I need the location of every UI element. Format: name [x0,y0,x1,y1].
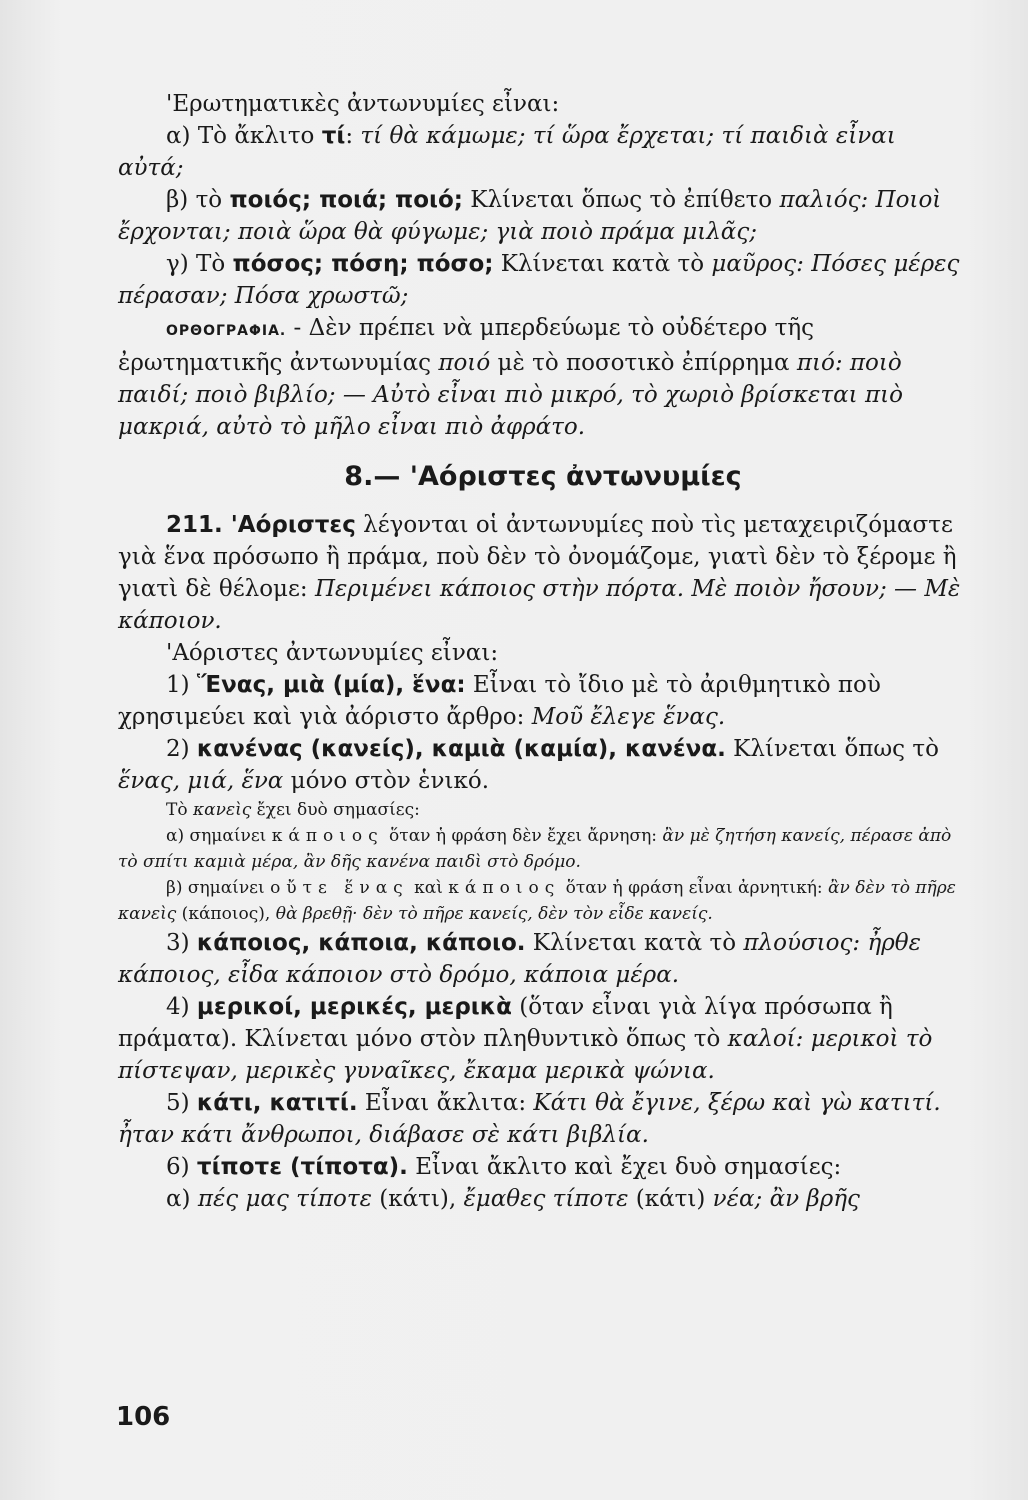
text-run: καλοί: μερικοὶ τὸ πίστεψαν, μερικὲς γυναῖκες, ἔκαμα μερικὰ ψώνια. [118,1026,933,1084]
text-run: οὔτε ἕνας [270,878,409,898]
text-run: 6) [166,1154,197,1180]
text-run: 3) [166,930,197,956]
text-run: Ἕνας, μιὰ (μία), ἕνα: [196,672,466,698]
paragraph [118,733,968,797]
text-run: γ) Τὸ [166,251,233,277]
text-run: πόσος; πόση; πόσο; [232,251,494,277]
text-run: 8.— 'Αόριστες ἀντωνυμίες [344,461,742,492]
text-run: ἔχει δυὸ σημασίες: [251,800,420,820]
paragraph [118,1183,968,1215]
paragraph [118,669,968,733]
text-run: Περιμένει κάποιος στὴν πόρτα. Μὲ ποιὸν ἤσουν; — Μὲ κάποιον. [118,576,961,634]
paragraph [118,823,968,875]
text-run: Μοῦ ἔλεγε ἕνας. [531,704,726,730]
text-run: μόνο στὸν ἑνικό. [283,768,490,794]
paragraph [118,875,968,927]
text-run: ΟΡΘΟΓΡΑΦΙΑ. [166,323,287,339]
text-run: παλιός: Ποιοὶ ἔρχονται; ποιὰ ὥρα θὰ φύγωμε; γιὰ ποιὸ πράμα μιλᾶς; [118,187,942,245]
text-run: ὅταν ἡ φράση εἶναι ἀρνητική: [560,878,829,898]
paragraph [118,637,968,669]
text-run: 211. 'Αόριστες [166,512,356,538]
text-run: Κλίνεται κατὰ τὸ [493,251,712,277]
text-run: β) τὸ [166,187,230,213]
text-run: α) [166,1186,198,1212]
text-run: κανένας (κανείς), καμιὰ (καμία), κανένα. [196,736,726,762]
paragraph [118,927,968,991]
text-run: Κλίνεται κατὰ τὸ [525,930,744,956]
text-run: πιό: ποιὸ παιδί; ποιὸ βιβλίο; — Αὐτὸ εἶναι πιὸ μικρό, τὸ χωριὸ βρίσκεται πιὸ μακριά, αὐτὸ τὸ μῆλο εἶναι πιὸ ἀφράτο. [118,350,903,440]
text-run: (ὅταν εἶναι γιὰ λίγα πρόσωπα ἢ πράματα). Κλίνεται μόνο στὸν πληθυντικὸ ὅπως τὸ [118,994,893,1052]
text-run: ὅταν ἡ φράση δὲν ἔχει ἄρνηση: [383,826,663,846]
paragraph [118,991,968,1087]
page-text [118,88,968,1215]
text-run: (κάτι) [628,1186,713,1212]
text-run: ἔμαθες τίποτε [463,1186,629,1212]
text-run: α) Τὸ ἄκλιτο [166,123,322,149]
text-run: τί [321,123,346,149]
text-run: καὶ [408,878,449,898]
page-number: 106 [116,1402,171,1432]
text-run: κάποιος [271,826,384,846]
text-run: (κάποιος), [176,904,276,924]
paragraph [118,312,968,443]
text-run: τί θὰ κάμωμε; τί ὥρα ἔρχεται; τί παιδιὰ εἶναι αὐτά; [118,123,896,181]
text-run: λέγονται οἱ ἀντωνυμίες ποὺ τὶς μεταχειριζόμαστε γιὰ ἕνα πρόσωπο ἢ πράμα, ποὺ δὲν τὸ ὀνομάζομε, γιατὶ δὲν τὸ ξέρομε ἢ γιατὶ δὲ θέλομε: [118,512,957,602]
text-run: κάτι, κατιτί. [196,1090,358,1116]
text-run: ἂν μὲ ζητήση κανείς, πέρασε ἀπὸ τὸ σπίτι καμιὰ μέρα, ἂν δῆς κανένα παιδὶ στὸ δρόμο. [118,826,952,872]
text-run: κάποιος [448,878,561,898]
text-run: Τὸ [166,800,193,820]
text-run: (κάτι), [371,1186,464,1212]
text-run: μαῦρος: Πόσες μέρες πέρασαν; Πόσα χρωστῶ; [118,251,960,309]
text-run: 2) [166,736,197,762]
text-run: 1) [166,672,197,698]
text-run: Εἶναι τὸ ἴδιο μὲ τὸ ἀριθμητικὸ ποὺ χρησιμεύει καὶ γιὰ ἀόριστο ἄρθρο: [118,672,881,730]
paragraph [118,1151,968,1183]
text-run: ἂν δὲν τὸ πῆρε κανεὶς [118,878,956,924]
text-run: ποιός; ποιά; ποιό; [229,187,463,213]
text-run: Εἶναι ἄκλιτα: [357,1090,534,1116]
text-run: Κλίνεται ὅπως τὸ ἐπίθετο [462,187,780,213]
text-run: πές μας τίποτε [197,1186,372,1212]
text-run: 'Αόριστες ἀντωνυμίες εἶναι: [166,640,499,666]
text-run: Κάτι θὰ ἔγινε, ξέρω καὶ γὼ κατιτί. ἦταν κάτι ἄνθρωποι, διάβασε σὲ κάτι βιβλία. [118,1090,941,1148]
text-run: πλούσιος: ἦρθε κάποιος, εἶδα κάποιον στὸ δρόμο, κάποια μέρα. [118,930,921,988]
text-run: κάποιος, κάποια, κάποιο. [196,930,526,956]
text-run: κανεὶς [192,800,252,820]
text-run: 'Ερωτηματικὲς ἀντωνυμίες εἶναι: [166,91,560,117]
text-run: τίποτε (τίποτα). [196,1154,408,1180]
text-run: 5) [166,1090,197,1116]
paragraph [118,184,968,248]
text-run: - Δὲν πρέπει νὰ μπερδεύωμε τὸ οὐδέτερο τῆς ἐρωτηματικῆς ἀντωνυμίας [118,315,814,376]
text-run: μὲ τὸ ποσοτικὸ ἐπίρρημα [490,350,797,376]
paragraph [118,1087,968,1151]
text-run: νέα; ἂν βρῆς [712,1186,860,1212]
paragraph [118,509,968,637]
text-run: μερικοί, μερικές, μερικὰ [196,994,512,1020]
paragraph [118,88,968,120]
text-run: θὰ βρεθῇ· δὲν τὸ πῆρε κανείς, δὲν τὸν εἶδε κανείς. [275,904,713,924]
text-run: ποιό [438,350,491,376]
paragraph [118,120,968,184]
text-run: β) σημαίνει [166,878,271,898]
text-run: 4) [166,994,197,1020]
text-run: ἕνας, μιά, ἕνα [118,768,284,794]
paragraph [118,797,968,823]
text-run: Κλίνεται ὅπως τὸ [725,736,939,762]
text-run: α) σημαίνει [166,826,272,846]
text-run: Εἶναι ἄκλιτο καὶ ἔχει δυὸ σημασίες: [407,1154,842,1180]
section-heading [118,461,968,493]
paragraph [118,248,968,312]
text-run: : [345,123,361,149]
